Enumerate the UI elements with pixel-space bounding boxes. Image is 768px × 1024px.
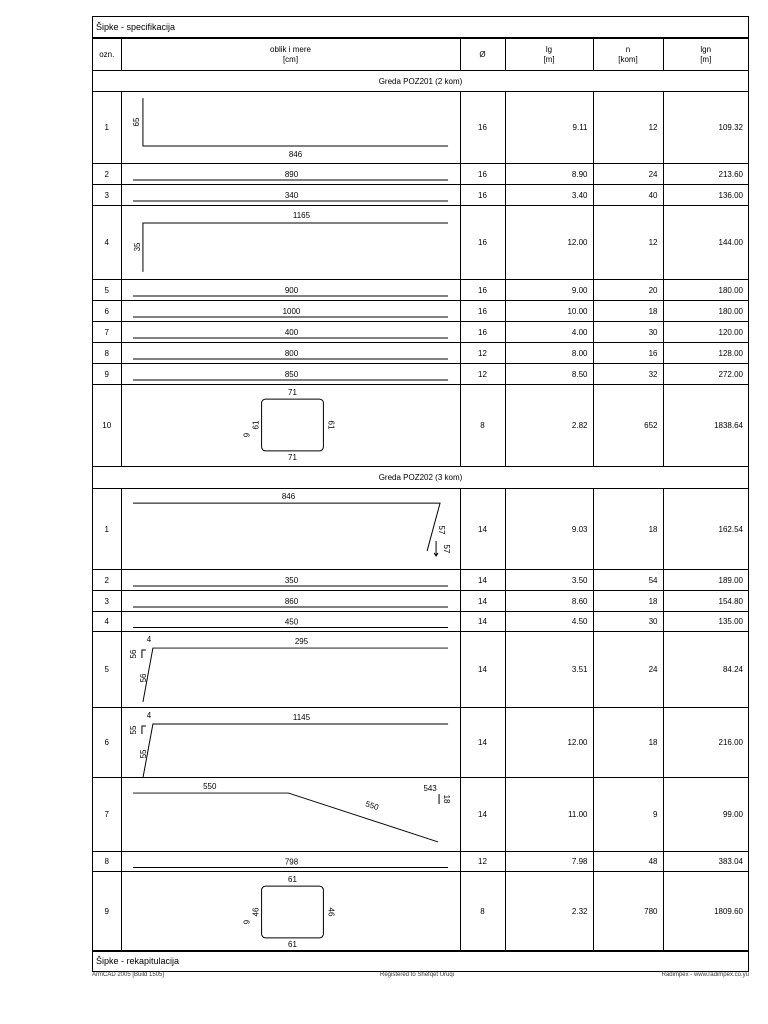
dimension-label: 35 <box>132 242 142 252</box>
bar-shape-cell <box>121 489 460 570</box>
dimension-label: 4 <box>146 635 151 645</box>
bar-mark: 2 <box>93 570 121 591</box>
dimension-label: 1145 <box>292 713 310 723</box>
bar-total-length: 162.54 <box>663 489 748 570</box>
bar-shape-cell <box>121 164 460 185</box>
bar-diameter: 14 <box>460 612 505 632</box>
header-diameter: Ø <box>460 39 505 71</box>
bar-diameter: 14 <box>460 591 505 612</box>
dimension-label: 65 <box>131 117 141 127</box>
bar-shape-drawing <box>122 364 460 384</box>
bar-row <box>93 385 748 467</box>
bar-count: 652 <box>593 385 663 467</box>
bar-count: 30 <box>593 612 663 632</box>
hook-label: 9 <box>242 919 252 925</box>
dimension-label-right: 46 <box>325 907 335 917</box>
stirrup-shape <box>261 399 323 451</box>
header-lg <box>505 39 593 71</box>
bar-length: 10.00 <box>505 301 593 322</box>
bar-shape-drawing <box>122 778 460 851</box>
bar-count: 54 <box>593 570 663 591</box>
spec-table <box>93 38 748 952</box>
bar-diameter: 16 <box>460 280 505 301</box>
bar-diameter: 16 <box>460 185 505 206</box>
bar-diameter: 12 <box>460 364 505 385</box>
bar-diameter: 16 <box>460 301 505 322</box>
bar-shape-drawing <box>122 185 460 205</box>
bar-total-length: 189.00 <box>663 570 748 591</box>
bar-count: 48 <box>593 852 663 872</box>
bent-bar <box>142 724 447 777</box>
bar-total-length: 1838.64 <box>663 385 748 467</box>
dimension-label: 1000 <box>282 306 300 316</box>
footer-registration: Registered to Shefqet Uruqi <box>380 972 455 978</box>
header-lg-unit: [m] <box>543 54 555 64</box>
dimension-label-bottom: 71 <box>287 452 297 462</box>
dimension-label: 850 <box>284 369 298 379</box>
bar-length: 3.51 <box>505 632 593 708</box>
dimension-label: 450 <box>284 617 298 627</box>
bar-total-length: 216.00 <box>663 708 748 778</box>
header-shape-label: oblik i mere <box>270 44 311 54</box>
bar-length: 4.00 <box>505 322 593 343</box>
bar-shape-drawing <box>122 852 460 871</box>
header-lg-label: lg <box>545 44 553 54</box>
bar-length: 8.90 <box>505 164 593 185</box>
header-n-label: n <box>625 44 631 54</box>
bar-length: 9.11 <box>505 92 593 164</box>
bar-row <box>93 164 748 185</box>
footer-vendor: Radimpex - www.radimpex.co.yu <box>661 972 749 978</box>
hooked-bar <box>132 503 439 551</box>
bar-shape-cell <box>121 852 460 872</box>
bar-length: 3.40 <box>505 185 593 206</box>
bar-length: 7.98 <box>505 852 593 872</box>
bar-diameter: 14 <box>460 708 505 778</box>
dimension-label: 57 <box>436 525 446 535</box>
bar-count: 9 <box>593 778 663 852</box>
bar-count: 18 <box>593 301 663 322</box>
bar-row <box>93 570 748 591</box>
dimension-label: 55 <box>138 749 148 759</box>
bar-mark: 10 <box>93 385 121 467</box>
bar-mark: 4 <box>93 612 121 632</box>
bar-count: 20 <box>593 280 663 301</box>
bar-diameter: 14 <box>460 489 505 570</box>
bar-length: 8.60 <box>505 591 593 612</box>
dimension-label: 900 <box>284 285 298 295</box>
bar-shape-drawing <box>122 570 460 590</box>
dimension-label-top: 71 <box>287 388 297 398</box>
dimension-label: 350 <box>284 575 298 585</box>
bar-total-length: 136.00 <box>663 185 748 206</box>
bar-mark: 8 <box>93 852 121 872</box>
bar-total-length: 180.00 <box>663 280 748 301</box>
specification-sheet <box>92 16 749 972</box>
bar-row <box>93 301 748 322</box>
bar-length: 8.00 <box>505 343 593 364</box>
bar-length: 11.00 <box>505 778 593 852</box>
bar-shape-drawing <box>122 612 460 631</box>
bar-diameter: 16 <box>460 206 505 280</box>
bar-diameter: 14 <box>460 632 505 708</box>
bar-count: 32 <box>593 364 663 385</box>
bar-shape-cell <box>121 322 460 343</box>
bar-diameter: 12 <box>460 343 505 364</box>
bar-row <box>93 612 748 632</box>
bar-total-length: 180.00 <box>663 301 748 322</box>
group-row <box>93 71 748 92</box>
bar-mark: 9 <box>93 364 121 385</box>
bar-mark: 1 <box>93 92 121 164</box>
footer-software: ArmCAD 2005 [Build 1505] <box>92 972 165 978</box>
bar-shape-cell <box>121 385 460 467</box>
bar-count: 40 <box>593 185 663 206</box>
bar-length: 9.03 <box>505 489 593 570</box>
bar-shape-cell <box>121 591 460 612</box>
bar-mark: 1 <box>93 489 121 570</box>
bar-row <box>93 708 748 778</box>
bar-count: 780 <box>593 872 663 952</box>
dimension-label-bottom: 61 <box>287 939 297 949</box>
bar-length: 9.00 <box>505 280 593 301</box>
bar-shape-cell <box>121 612 460 632</box>
bar-mark: 7 <box>93 322 121 343</box>
bar-row <box>93 92 748 164</box>
bar-shape-drawing <box>122 591 460 611</box>
bar-shape-cell <box>121 364 460 385</box>
dimension-label: 55 <box>128 725 138 735</box>
group-title: Greda POZ202 (3 kom) <box>93 467 748 489</box>
bar-total-length: 144.00 <box>663 206 748 280</box>
dimension-label-right: 61 <box>325 420 335 430</box>
leader-mark <box>141 650 145 658</box>
bar-length: 12.00 <box>505 708 593 778</box>
bar-shape-drawing <box>122 708 460 777</box>
bar-total-length: 84.24 <box>663 632 748 708</box>
dimension-label-left: 46 <box>251 907 261 917</box>
bar-diameter: 14 <box>460 778 505 852</box>
header-n <box>593 39 663 71</box>
bar-total-length: 128.00 <box>663 343 748 364</box>
bar-shape-drawing <box>122 206 460 279</box>
l-shaped-bar <box>142 98 447 146</box>
bar-row <box>93 364 748 385</box>
dimension-label: 846 <box>288 149 302 159</box>
bar-mark: 9 <box>93 872 121 952</box>
bar-shape-drawing <box>122 164 460 184</box>
bar-shape-cell <box>121 778 460 852</box>
bar-shape-drawing <box>122 322 460 342</box>
bar-total-length: 109.32 <box>663 92 748 164</box>
header-ozn: ozn. <box>93 39 121 71</box>
bar-length: 12.00 <box>505 206 593 280</box>
dimension-label: 800 <box>284 348 298 358</box>
bar-shape-cell <box>121 570 460 591</box>
dimension-label: 56 <box>128 649 138 659</box>
bar-shape-drawing <box>122 489 460 569</box>
bar-shape-drawing <box>122 280 460 300</box>
bar-total-length: 1809.60 <box>663 872 748 952</box>
bar-row <box>93 280 748 301</box>
dimension-label: 550 <box>363 799 380 812</box>
bar-count: 16 <box>593 343 663 364</box>
bar-total-length: 154.80 <box>663 591 748 612</box>
bar-row <box>93 852 748 872</box>
bar-count: 12 <box>593 92 663 164</box>
bar-shape-drawing <box>122 632 460 707</box>
bar-total-length: 99.00 <box>663 778 748 852</box>
bar-mark: 8 <box>93 343 121 364</box>
bar-shape-drawing <box>122 872 460 951</box>
bar-total-length: 383.04 <box>663 852 748 872</box>
dimension-label: 400 <box>284 327 298 337</box>
bar-count: 18 <box>593 708 663 778</box>
cranked-bar <box>132 793 437 842</box>
header-n-unit: [kom] <box>618 54 638 64</box>
dimension-label: 18 <box>441 794 451 804</box>
group-row <box>93 467 748 489</box>
bar-diameter: 16 <box>460 322 505 343</box>
bar-shape-cell <box>121 872 460 952</box>
leader-arrow <box>434 541 438 556</box>
bar-diameter: 12 <box>460 852 505 872</box>
bar-diameter: 8 <box>460 385 505 467</box>
hook-label: 9 <box>242 432 252 438</box>
bar-shape-drawing <box>122 385 460 466</box>
bar-shape-drawing <box>122 343 460 363</box>
recap-title: Šipke - rekapitulacija <box>93 950 748 971</box>
bar-shape-cell <box>121 301 460 322</box>
bent-bar <box>142 648 447 702</box>
bar-shape-drawing <box>122 92 460 163</box>
dimension-label: 543 <box>422 784 437 794</box>
bar-length: 8.50 <box>505 364 593 385</box>
bar-row <box>93 343 748 364</box>
bar-length: 2.32 <box>505 872 593 952</box>
bar-row <box>93 206 748 280</box>
bar-mark: 2 <box>93 164 121 185</box>
bar-row <box>93 185 748 206</box>
bar-diameter: 14 <box>460 570 505 591</box>
bar-row <box>93 591 748 612</box>
bar-diameter: 16 <box>460 164 505 185</box>
dimension-label-left: 61 <box>251 420 261 430</box>
stirrup-shape <box>261 886 323 938</box>
header-shape <box>121 39 460 71</box>
dimension-label-top: 61 <box>287 875 297 885</box>
dimension-label: 4 <box>146 711 151 721</box>
bar-shape-cell <box>121 343 460 364</box>
dimension-label: 846 <box>281 492 295 502</box>
bar-total-length: 120.00 <box>663 322 748 343</box>
bar-mark: 5 <box>93 280 121 301</box>
bar-shape-cell <box>121 708 460 778</box>
bar-count: 24 <box>593 164 663 185</box>
bar-row <box>93 778 748 852</box>
leader-mark <box>141 726 145 734</box>
dimension-label: 340 <box>284 190 298 200</box>
dimension-label: 1165 <box>292 211 310 221</box>
bar-count: 30 <box>593 322 663 343</box>
bar-mark: 3 <box>93 591 121 612</box>
bar-total-length: 135.00 <box>663 612 748 632</box>
group-title: Greda POZ201 (2 kom) <box>93 71 748 92</box>
bar-mark: 4 <box>93 206 121 280</box>
dimension-label: 57 <box>441 544 451 554</box>
bar-shape-cell <box>121 632 460 708</box>
dimension-label: 798 <box>284 857 298 867</box>
dimension-label: 890 <box>284 169 298 179</box>
bar-row <box>93 489 748 570</box>
dimension-label: 550 <box>202 782 216 792</box>
bar-shape-cell <box>121 206 460 280</box>
bar-shape-cell <box>121 185 460 206</box>
bar-length: 3.50 <box>505 570 593 591</box>
dimension-label: 56 <box>138 673 148 683</box>
dimension-label: 295 <box>294 637 308 647</box>
bar-shape-cell <box>121 92 460 164</box>
bar-mark: 3 <box>93 185 121 206</box>
bar-count: 24 <box>593 632 663 708</box>
bar-length: 4.50 <box>505 612 593 632</box>
header-lgn <box>663 39 748 71</box>
spec-title: Šipke - specifikacija <box>93 17 748 38</box>
gamma-shaped-bar <box>142 223 447 272</box>
bar-mark: 5 <box>93 632 121 708</box>
header-lgn-label: lgn <box>700 44 712 54</box>
bar-total-length: 213.60 <box>663 164 748 185</box>
bar-count: 18 <box>593 489 663 570</box>
bar-count: 12 <box>593 206 663 280</box>
bar-total-length: 272.00 <box>663 364 748 385</box>
header-shape-unit: [cm] <box>282 54 299 64</box>
bar-shape-cell <box>121 280 460 301</box>
bar-diameter: 8 <box>460 872 505 952</box>
bar-row <box>93 632 748 708</box>
bar-diameter: 16 <box>460 92 505 164</box>
bar-shape-drawing <box>122 301 460 321</box>
dimension-label: 860 <box>284 596 298 606</box>
header-lgn-unit: [m] <box>700 54 712 64</box>
bar-row <box>93 322 748 343</box>
bar-row <box>93 872 748 952</box>
bar-count: 18 <box>593 591 663 612</box>
bar-mark: 6 <box>93 301 121 322</box>
bar-mark: 7 <box>93 778 121 852</box>
bar-mark: 6 <box>93 708 121 778</box>
header-row <box>93 39 748 71</box>
bar-length: 2.82 <box>505 385 593 467</box>
